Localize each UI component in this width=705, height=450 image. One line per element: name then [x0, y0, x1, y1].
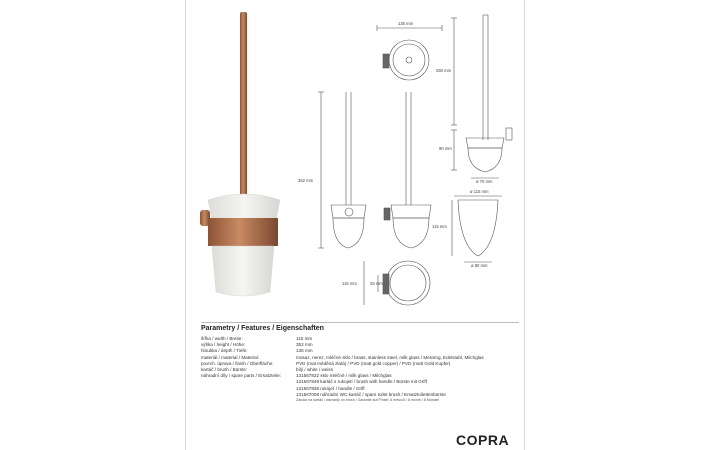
- spec-value: 131567832 sklo mléčné / milk glass / Milchglas: [296, 373, 392, 379]
- dim-cup-height: 115 mm: [432, 224, 447, 229]
- spec-label: povrch. úprava / finish / Oberfläche:: [201, 360, 274, 366]
- dim-cup-top-diameter: ø 115 mm: [470, 189, 489, 194]
- dim-ring-depth: 25 mm: [370, 281, 383, 286]
- warranty-note: Záruka na kartáč / warranty on brush / Garantie auf Pinsel: 6 měsíců / 6 month / 6 Monate: [296, 398, 439, 403]
- features-section: [201, 325, 519, 403]
- table-row: [201, 355, 484, 361]
- spec-table: [201, 336, 484, 403]
- dim-top-width: 135 mm: [398, 21, 414, 26]
- spec-value: 115 mm: [296, 336, 313, 341]
- spec-value: 135 mm: [296, 348, 313, 354]
- features-title: Parametry / Features / Eigenschaften: [201, 325, 324, 332]
- spec-label: náhradní díly / spare parts / Ersatzteile:: [201, 373, 281, 379]
- spec-value: bílý / white / weiss: [296, 367, 334, 373]
- spec-label: kartáč / brush / Bürste:: [201, 367, 248, 373]
- spec-value: PVD (mat měděná zlatá) / PVD (matt gold copper) / PVD (matt Gold Kupfer): [296, 360, 451, 366]
- dim-total-height: 352 mm: [298, 178, 314, 183]
- dim-holder-height: 90 mm: [439, 146, 452, 151]
- section-divider: [201, 322, 519, 323]
- dim-brush-height: 250 mm: [436, 68, 452, 73]
- dim-cup-bottom-diameter: ø 80 mm: [471, 263, 488, 268]
- spec-value: mosaz, nerez, mléčné sklo / brass, stainless steel, milk glass / Messing, Edelstahl, Milchglas: [296, 354, 484, 360]
- spec-label: výška / height / Höhe:: [201, 342, 246, 348]
- spec-value: 352 mm: [296, 342, 313, 348]
- product-sheet: [185, 0, 525, 450]
- model-name: COPRA: [456, 432, 510, 448]
- spare-part: 131567836 rukojeť / handle / Griff: [296, 385, 365, 391]
- dim-base-diameter: ø 70 mm: [476, 179, 493, 184]
- spare-part: 131567849 kartáč s rukojetí / brush with handle / Bürste mit Griff: [296, 379, 427, 385]
- table-row: [201, 398, 484, 403]
- spec-label: hloubka / depth / Tiefe:: [201, 348, 248, 354]
- spec-label: materiál / material / Material:: [201, 354, 259, 360]
- spare-part: 131567008 náhradní WC kartáč / spare toilet brush / Ersatztoilettenbürste: [296, 391, 446, 397]
- dim-ring-width: 115 mm: [342, 281, 357, 286]
- spec-label: šířka / width / Breite:: [201, 336, 243, 341]
- technical-drawing: [186, 0, 524, 320]
